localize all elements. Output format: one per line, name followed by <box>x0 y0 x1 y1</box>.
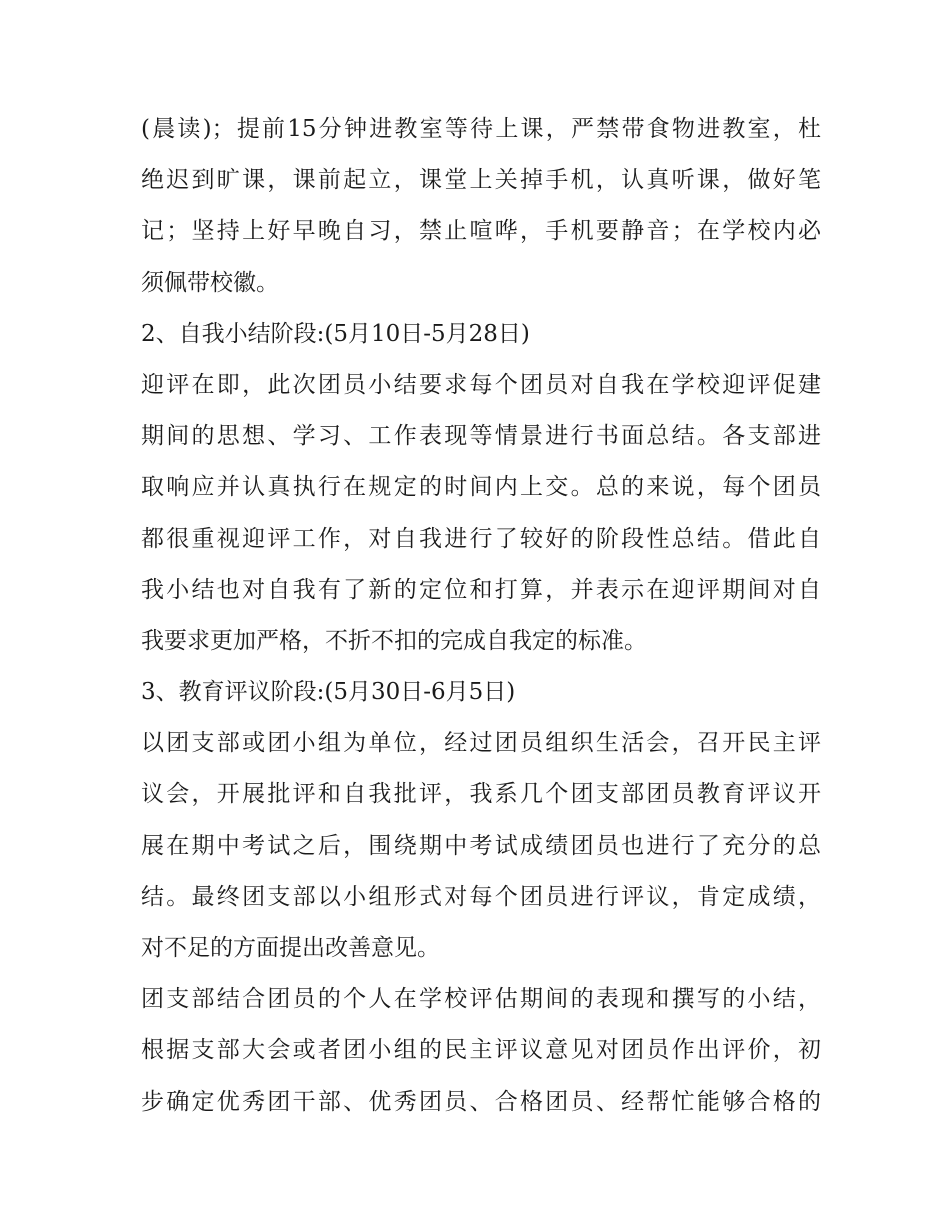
text-line: 记；坚持上好早晚自习，禁止喧哗，手机要静音；在学校内必 <box>141 218 821 245</box>
text-line: 期间的思想、学习、工作表现等情景进行书面总结。各支部进 <box>141 423 821 450</box>
text-line: (晨读)；提前15分钟进教室等待上课，严禁带食物进教室，杜 <box>141 116 821 142</box>
text-line: 以团支部或团小组为单位，经过团员组织生活会，召开民主评 <box>141 730 821 757</box>
text-line: 取响应并认真执行在规定的时间内上交。总的来说，每个团员 <box>141 474 821 501</box>
text-line: 展在期中考试之后，围绕期中考试成绩团员也进行了充分的总 <box>141 832 821 859</box>
text-line: 我要求更加严格，不折不扣的完成自我定的标准。 <box>141 627 647 654</box>
text-line: 迎评在即，此次团员小结要求每个团员对自我在学校迎评促建 <box>141 371 821 398</box>
text-line: 结。最终团支部以小组形式对每个团员进行评议，肯定成绩， <box>141 883 821 910</box>
text-line: 步确定优秀团干部、优秀团员、合格团员、经帮忙能够合格的 <box>141 1088 821 1115</box>
text-line: 须佩带校徽。 <box>141 269 279 296</box>
document-body <box>141 104 821 1128</box>
text-line: 绝迟到旷课，课前起立，课堂上关掉手机，认真听课，做好笔 <box>141 167 821 194</box>
text-line: 都很重视迎评工作，对自我进行了较好的阶段性总结。借此自 <box>141 525 821 552</box>
text-line: 我小结也对自我有了新的定位和打算，并表示在迎评期间对自 <box>141 576 821 603</box>
text-line: 议会，开展批评和自我批评，我系几个团支部团员教育评议开 <box>141 781 821 808</box>
text-line: 3、教育评议阶段:(5月30日-6月5日) <box>141 679 516 706</box>
text-line: 团支部结合团员的个人在学校评估期间的表现和撰写的小结， <box>141 986 821 1013</box>
text-line: 2、自我小结阶段:(5月10日-5月28日) <box>141 320 530 347</box>
text-line: 根据支部大会或者团小组的民主评议意见对团员作出评价，初 <box>141 1037 821 1064</box>
text-line: 对不足的方面提出改善意见。 <box>141 935 440 961</box>
